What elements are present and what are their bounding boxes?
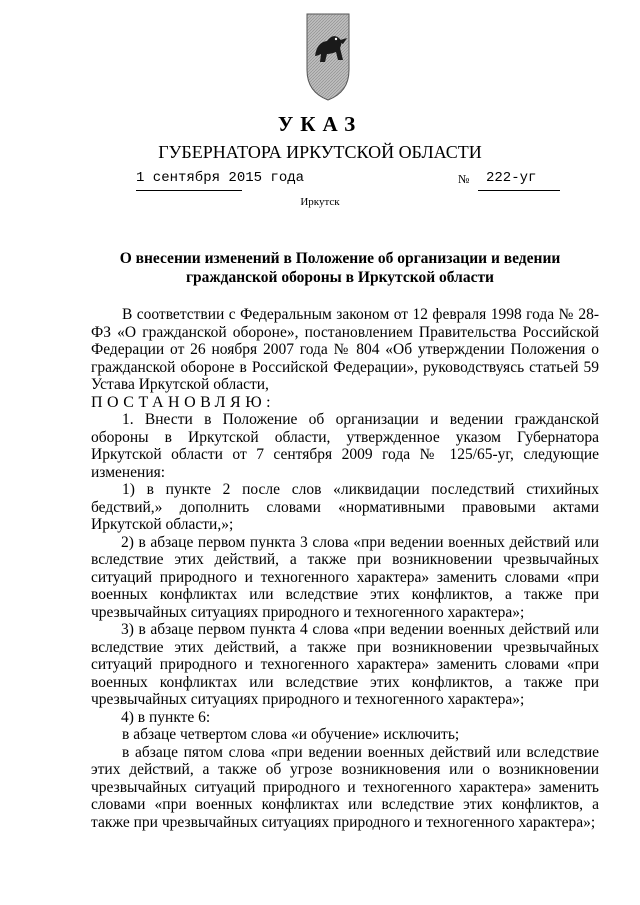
document-heading: О внесении изменений в Положение об организации и ведении гражданской обороны в Иркутской области (119, 250, 561, 286)
body-paragraph: в абзаце четвертом слова «и обучение» исключить; (122, 726, 460, 743)
number-label: № (458, 172, 470, 186)
document-body (91, 306, 599, 831)
document-date: 1 сентября 2015 года (136, 170, 305, 186)
body-paragraph: 1. Внести в Положение об организации и ведении гражданской обороны в Иркутской области, утвержденное указом Губернатора Иркутской области от 7 сентября 2009 года № 125/65-уг, следующие изменения: (91, 411, 599, 481)
body-paragraph: 2) в абзаце первом пункта 3 слова «при ведении военных действий или вследствие этих действий, а также при возникновении чрезвычайных ситуаций природного и техногенного характера» заменить словами «при военных конфликтах или вследствие этих конфликтов, а также при чрезвычайных ситуациях природного и техногенного характера»; (91, 533, 599, 621)
preamble-paragraph: В соответствии с Федеральным законом от 12 февраля 1998 года № 28-ФЗ «О гражданской обороне», постановлением Правительства Российской Федерации от 26 ноября 2007 года № 804 «Об утверждении Положения о гражданской обороне в Российской Федерации», руководствуясь статьей 59 Устава Иркутской области, (91, 306, 599, 393)
body-paragraph: 4) в пункте 6: (121, 708, 211, 726)
date-underline (136, 190, 242, 191)
body-paragraph: 3) в абзаце первом пункта 4 слова «при ведении военных действий или вследствие этих действий, а также при возникновении чрезвычайных ситуаций природного и техногенного характера» заменить словами «при военных конфликтах или вследствие этих конфликтов, а также при чрезвычайных ситуациях природного и техногенного характера»; (91, 621, 599, 708)
decree-word: ПОСТАНОВЛЯЮ: (91, 393, 276, 411)
body-paragraph: в абзаце пятом слова «при ведении военных действий или вследствие этих действий, а также об угрозе возникновения или о возникновении чрезвычайных ситуаций природного и техногенного характера» заменить словами «при военных конфликтах или вследствие этих конфликтов, а также при чрезвычайных ситуациях природного и техногенного характера»; (91, 743, 599, 831)
body-paragraph: 1) в пункте 2 после слов «ликвидации последствий стихийных бедствий,» дополнить словами «нормативными правовыми актами Иркутской области,»; (91, 481, 599, 533)
document-city: Иркутск (300, 196, 340, 208)
number-underline (478, 190, 560, 191)
document-subtitle: ГУБЕРНАТОРА ИРКУТСКОЙ ОБЛАСТИ (158, 142, 482, 162)
document-title: УКАЗ (277, 112, 363, 136)
coat-of-arms-emblem (303, 8, 353, 104)
document-number: 222-уг (486, 170, 537, 186)
